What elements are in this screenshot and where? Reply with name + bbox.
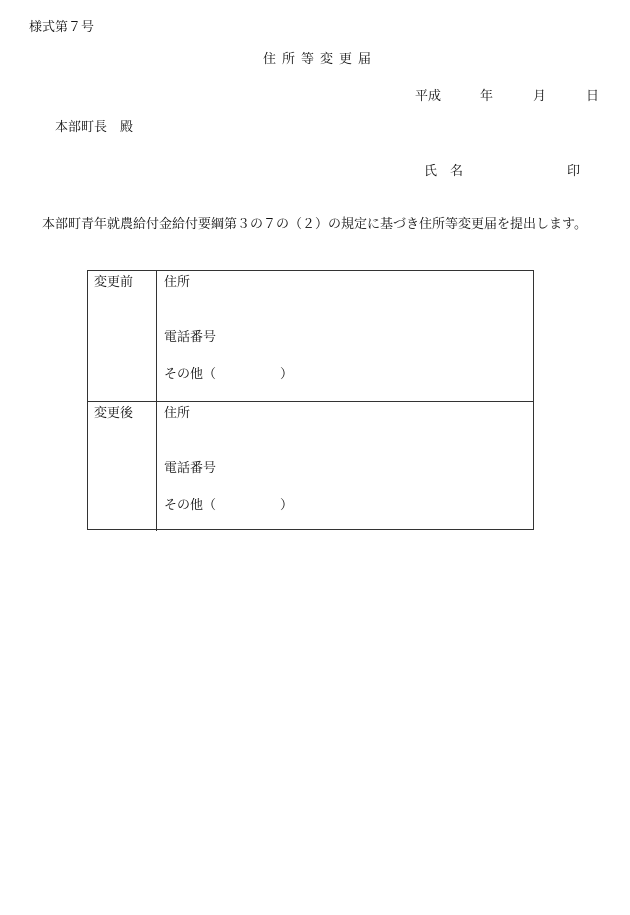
column-divider: [156, 402, 157, 531]
form-number: 様式第７号: [29, 20, 95, 35]
after-address-label: 住所: [164, 406, 191, 421]
applicant-name-label: 氏 名: [424, 164, 464, 179]
before-other-label: その他（: [164, 367, 217, 382]
date-month-label: 月: [533, 89, 547, 104]
date-year-label: 年: [480, 89, 494, 104]
document-title: 住所等変更届: [262, 52, 377, 67]
after-phone-label: 電話番号: [164, 461, 217, 476]
date-day-label: 日: [586, 89, 600, 104]
row-before-change: [88, 271, 533, 401]
after-change-label: 変更後: [94, 406, 134, 421]
addressee: 本部町長 殿: [55, 120, 134, 135]
before-phone-label: 電話番号: [164, 330, 217, 345]
after-other-label: その他（: [164, 498, 217, 513]
statement-text: 本部町青年就農給付金給付要綱第３の７の（２）の規定に基づき住所等変更届を提出します。: [42, 217, 587, 232]
after-other-close-paren: ）: [280, 498, 294, 513]
before-change-label: 変更前: [94, 275, 134, 290]
date-era-label: 平成: [415, 89, 442, 104]
before-other-close-paren: ）: [280, 367, 294, 382]
before-address-label: 住所: [164, 275, 191, 290]
row-after-change: [88, 401, 533, 531]
column-divider: [156, 271, 157, 401]
change-table: [87, 270, 534, 530]
seal-label: 印: [567, 164, 581, 179]
